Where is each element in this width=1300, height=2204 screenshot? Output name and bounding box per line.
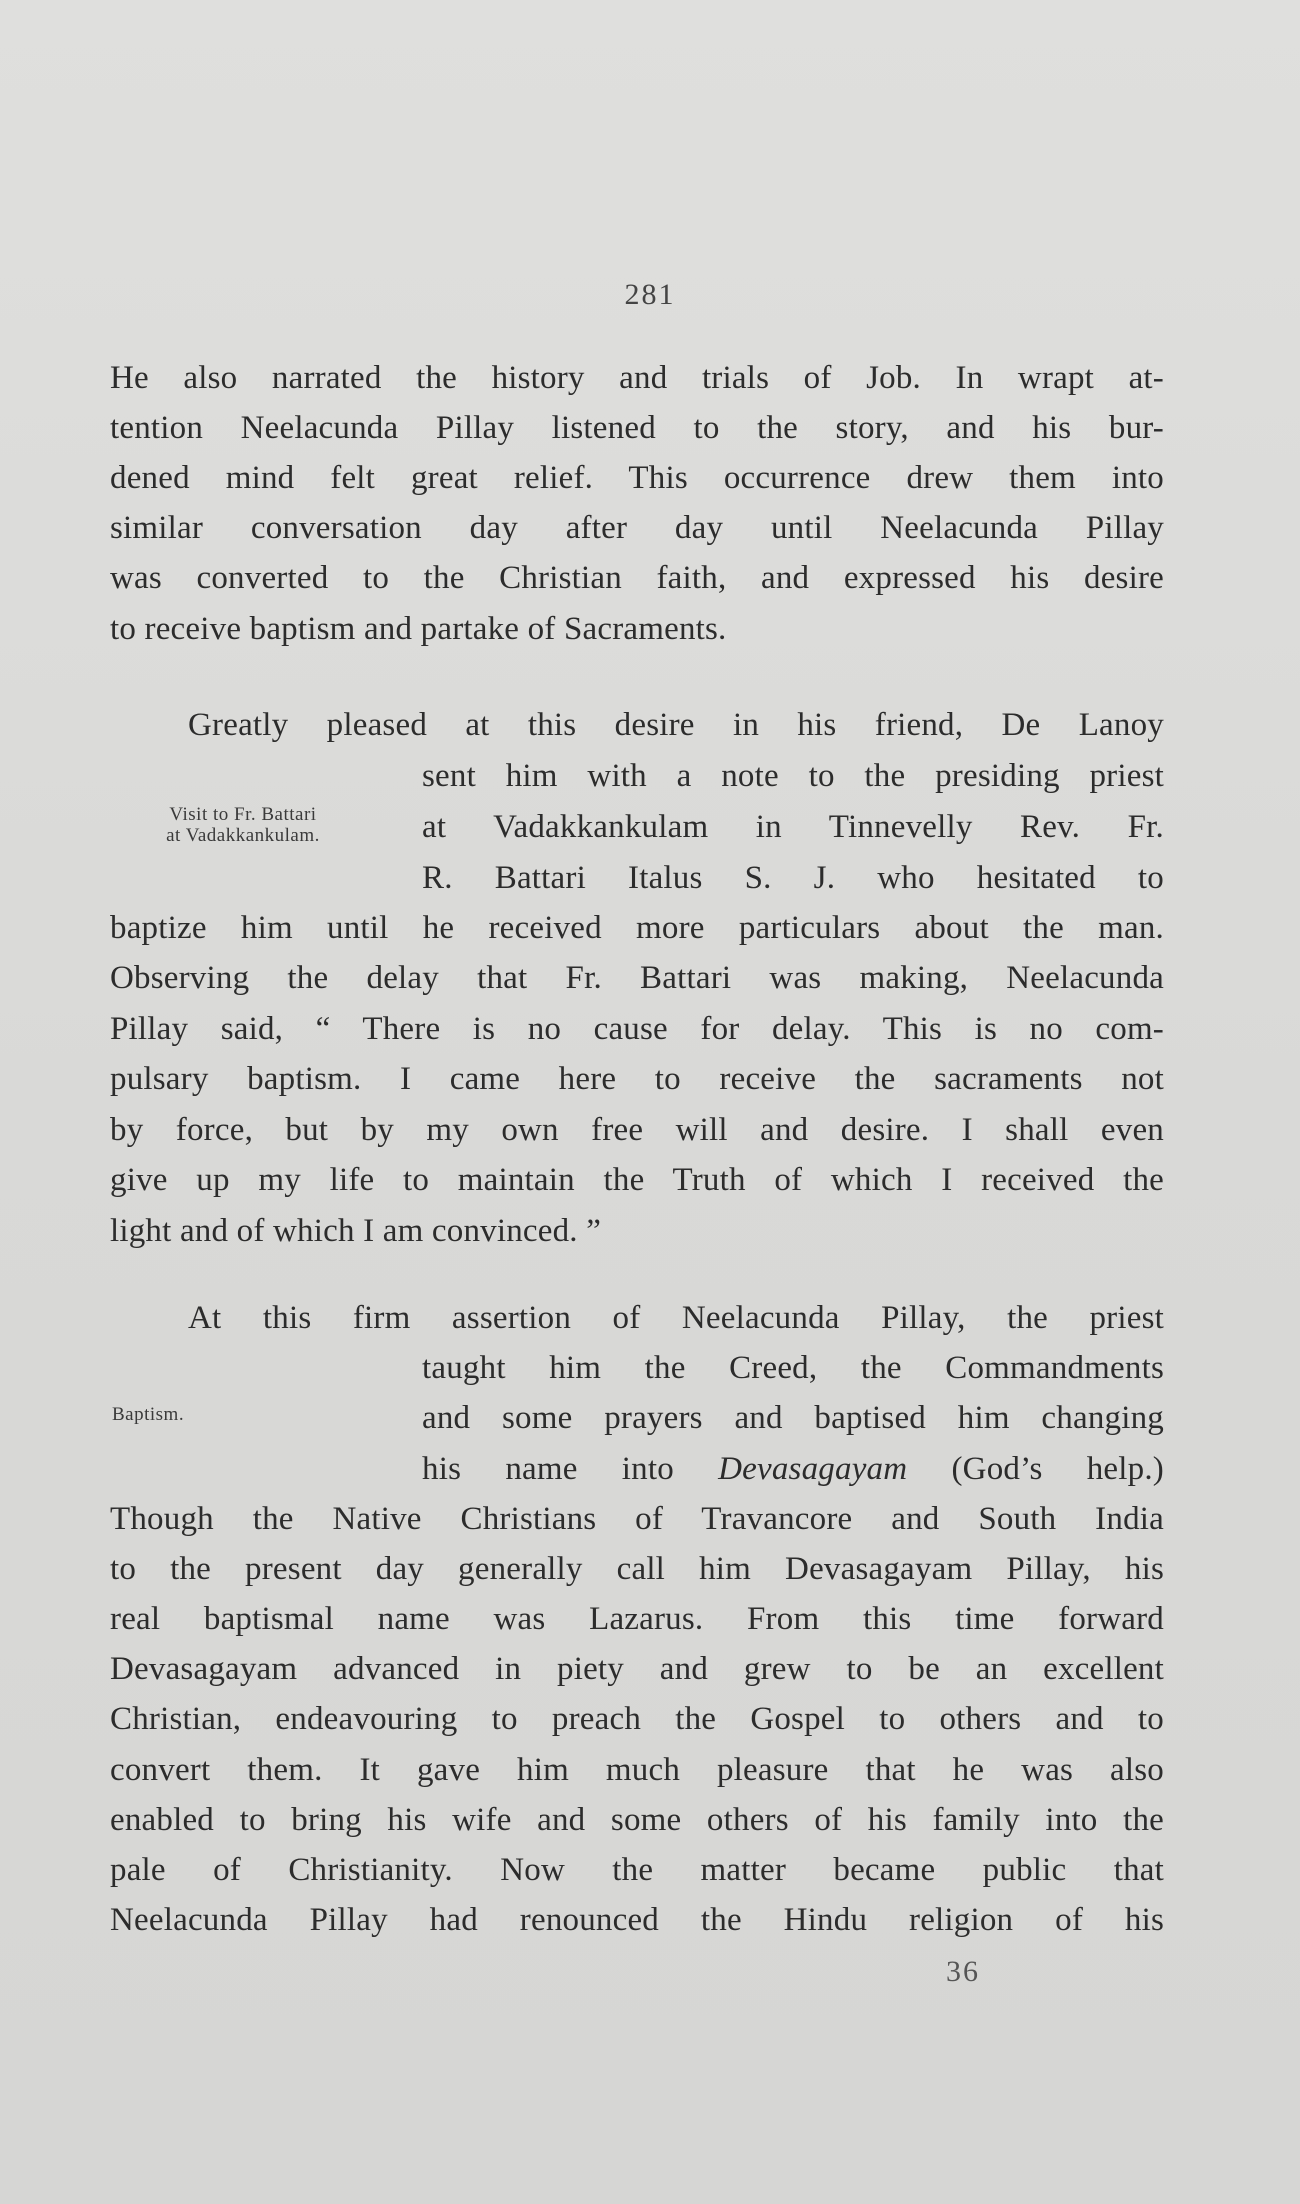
text-line: give up my life to maintain the Truth of which I received the [110, 1162, 1164, 1198]
text-line: baptize him until he received more particulars about the man. [110, 910, 1164, 946]
text-line: similar conversation day after day until Neelacunda Pillay [110, 510, 1164, 546]
text-line: Observing the delay that Fr. Battari was making, Neelacunda [110, 960, 1164, 996]
text-line: At this firm assertion of Neelacunda Pillay, the priest [188, 1300, 1164, 1336]
text-line: He also narrated the history and trials of Job. In wrapt at- [110, 360, 1164, 396]
page-number: 281 [624, 278, 676, 311]
side-note-line: Visit to Fr. Battari [169, 804, 317, 825]
text-line [422, 1451, 1164, 1488]
text-line: Greatly pleased at this desire in his friend, De Lanoy [188, 707, 1164, 743]
text-line: real baptismal name was Lazarus. From this time forward [110, 1601, 1164, 1637]
text-line: Though the Native Christians of Travancore and South India [110, 1501, 1164, 1537]
text-line: pale of Christianity. Now the matter became public that [110, 1852, 1164, 1888]
text-line: taught him the Creed, the Commandments [422, 1350, 1164, 1386]
side-note-baptism [112, 1404, 262, 1425]
text-line: Neelacunda Pillay had renounced the Hindu religion of his [110, 1902, 1164, 1938]
text-line: pulsary baptism. I came here to receive the sacraments not [110, 1061, 1164, 1097]
text-line: was converted to the Christian faith, and expressed his desire [110, 560, 1164, 596]
text-line: convert them. It gave him much pleasure that he was also [110, 1752, 1164, 1788]
baptismal-name: Devasagayam [718, 1451, 908, 1487]
text-line: Devasagayam advanced in piety and grew to be an excellent [110, 1651, 1164, 1687]
text-line: to receive baptism and partake of Sacraments. [110, 611, 727, 647]
signature-mark: 36 [946, 1955, 980, 1988]
side-note-line: Baptism. [112, 1404, 185, 1425]
text-line: tention Neelacunda Pillay listened to the story, and his bur- [110, 410, 1164, 446]
text-line: enabled to bring his wife and some others of his family into the [110, 1802, 1164, 1838]
text-line: light and of which I am convinced. ” [110, 1213, 602, 1249]
side-note-visit [108, 804, 378, 846]
text-line: R. Battari Italus S. J. who hesitated to [422, 860, 1164, 896]
side-note-line: at Vadakkankulam. [166, 825, 320, 846]
text-fragment: his name into [422, 1451, 674, 1487]
text-line: by force, but by my own free will and desire. I shall even [110, 1112, 1164, 1148]
text-line: Christian, endeavouring to preach the Gospel to others and to [110, 1701, 1164, 1737]
text-line: Pillay said, “ There is no cause for delay. This is no com- [110, 1011, 1164, 1047]
text-fragment: (God’s help.) [951, 1451, 1164, 1487]
text-line: sent him with a note to the presiding priest [422, 758, 1164, 794]
text-line: dened mind felt great relief. This occurrence drew them into [110, 460, 1164, 496]
text-line: at Vadakkankulam in Tinnevelly Rev. Fr. [422, 809, 1164, 845]
text-line: to the present day generally call him Devasagayam Pillay, his [110, 1551, 1164, 1587]
text-line: and some prayers and baptised him changing [422, 1400, 1164, 1436]
